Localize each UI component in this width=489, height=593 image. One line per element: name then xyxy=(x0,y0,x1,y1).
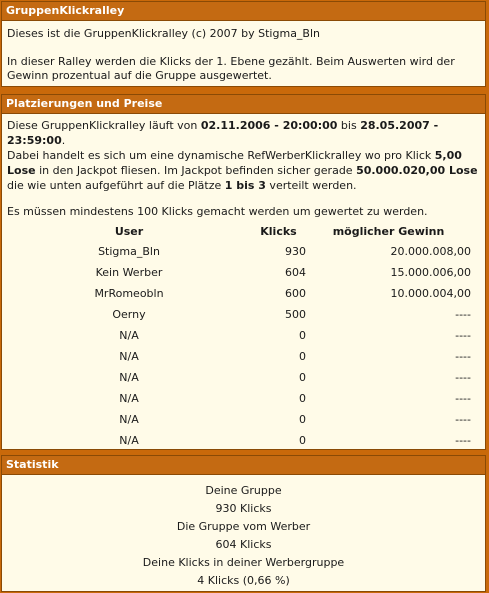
row-klicks: 930 xyxy=(285,245,306,258)
places-text: die wie unten aufgeführt auf die Plätze 1 bis 3 verteilt werden. xyxy=(7,179,357,192)
ranking-table-header xyxy=(7,222,471,241)
stat-group-clicks: 930 Klicks xyxy=(215,502,272,515)
ranking-panel-body xyxy=(2,114,485,451)
row-gewinn: 15.000.006,00 xyxy=(390,266,471,279)
ranking-panel-title: Platzierungen und Preise xyxy=(2,95,485,114)
row-user: MrRomeobln xyxy=(94,287,164,300)
row-user: N/A xyxy=(119,392,139,405)
statistics-panel-body xyxy=(2,475,485,590)
row-gewinn: ---- xyxy=(455,329,471,342)
table-row xyxy=(7,367,471,388)
table-row xyxy=(7,409,471,430)
stat-own-clicks: 4 Klicks (0,66 %) xyxy=(197,574,290,587)
col-user: User xyxy=(114,225,144,238)
minimum-clicks-text: Es müssen mindestens 100 Klicks gemacht werden um gewertet zu werden. xyxy=(7,205,428,218)
row-user: N/A xyxy=(119,434,139,447)
row-user: N/A xyxy=(119,329,139,342)
lose-per-click-text: Dabei handelt es sich um eine dynamische RefWerberKlickralley wo pro Klick 5,00 xyxy=(7,149,462,162)
stat-own-label: Deine Klicks in deiner Werbergruppe xyxy=(142,556,345,569)
statistics-panel-title: Statistik xyxy=(2,456,485,475)
row-klicks: 500 xyxy=(285,308,306,321)
row-user: N/A xyxy=(119,350,139,363)
row-gewinn: ---- xyxy=(455,308,471,321)
row-klicks: 0 xyxy=(299,350,306,363)
table-row xyxy=(7,283,471,304)
jackpot-text: Lose in den Jackpot fliesen. Im Jackpot befinden sicher gerade 50.000.020,00 Lose xyxy=(7,164,478,177)
period-text: Diese GruppenKlickralley läuft von 02.11.2006 - 20:00:00 bis 28.05.2007 - 23:59:00. xyxy=(7,119,439,147)
row-gewinn: ---- xyxy=(455,371,471,384)
row-klicks: 0 xyxy=(299,329,306,342)
intro-desc-line2: Gewinn prozentual auf die Gruppe ausgewertet. xyxy=(7,69,272,82)
table-row xyxy=(7,325,471,346)
row-klicks: 0 xyxy=(299,413,306,426)
row-klicks: 0 xyxy=(299,371,306,384)
row-gewinn: 20.000.008,00 xyxy=(390,245,471,258)
row-user: N/A xyxy=(119,371,139,384)
row-user: Kein Werber xyxy=(95,266,163,279)
row-user: Stigma_Bln xyxy=(98,245,160,258)
row-gewinn: ---- xyxy=(455,434,471,447)
table-row xyxy=(7,430,471,451)
intro-panel xyxy=(1,1,486,87)
stat-group-label: Deine Gruppe xyxy=(205,484,282,497)
row-klicks: 0 xyxy=(299,392,306,405)
row-klicks: 600 xyxy=(285,287,306,300)
row-gewinn: ---- xyxy=(455,350,471,363)
row-user: N/A xyxy=(119,413,139,426)
table-row xyxy=(7,304,471,325)
table-row xyxy=(7,262,471,283)
row-user: Oerny xyxy=(112,308,146,321)
table-row xyxy=(7,388,471,409)
row-klicks: 604 xyxy=(285,266,306,279)
row-gewinn: 10.000.004,00 xyxy=(390,287,471,300)
table-row xyxy=(7,346,471,367)
lose-amount: 5,00 xyxy=(434,149,462,162)
row-klicks: 0 xyxy=(299,434,306,447)
stat-werber-label: Die Gruppe vom Werber xyxy=(176,520,311,533)
intro-panel-title: GruppenKlickralley xyxy=(2,2,485,21)
intro-copyright: Dieses ist die GruppenKlickralley (c) 2007 by Stigma_Bln xyxy=(7,27,321,40)
row-gewinn: ---- xyxy=(455,392,471,405)
intro-desc-line1: In dieser Ralley werden die Klicks der 1. Ebene gezählt. Beim Auswerten wird der xyxy=(7,55,455,68)
statistics-panel xyxy=(1,455,486,592)
jackpot-amount: 50.000.020,00 Lose xyxy=(356,164,478,177)
places: 1 bis 3 xyxy=(224,179,266,192)
end-date: 28.05.2007 - 23:59:00 xyxy=(7,119,439,147)
col-gewinn: möglicher Gewinn xyxy=(332,225,445,238)
ranking-panel xyxy=(1,94,486,450)
col-klicks: Klicks xyxy=(260,225,297,238)
intro-panel-body xyxy=(2,21,485,83)
ranking-table xyxy=(7,222,471,451)
table-row xyxy=(7,241,471,262)
stat-werber-clicks: 604 Klicks xyxy=(215,538,272,551)
start-date: 02.11.2006 - 20:00:00 xyxy=(200,119,338,132)
row-gewinn: ---- xyxy=(455,413,471,426)
